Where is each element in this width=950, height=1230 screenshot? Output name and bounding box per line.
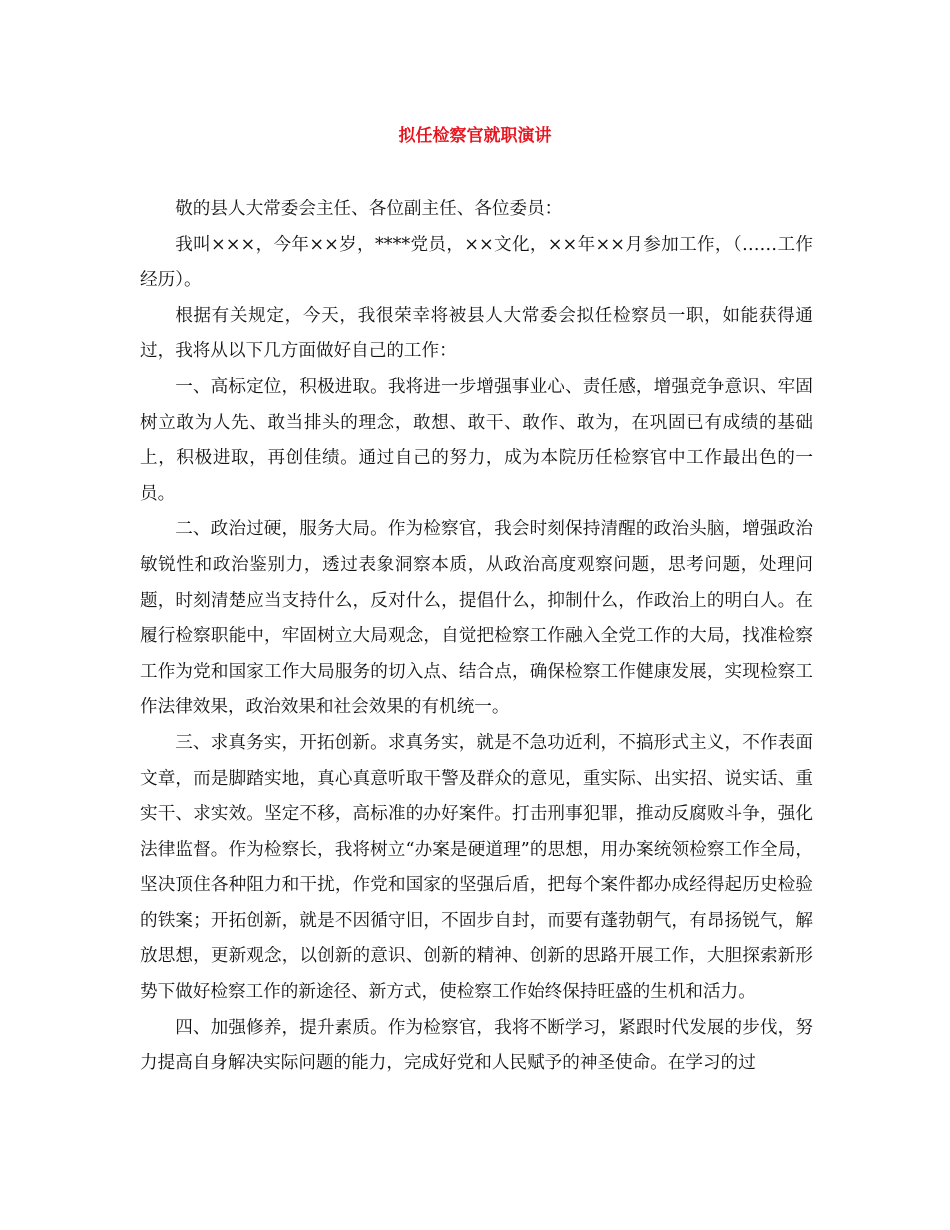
paragraph-point-one: 一、高标定位，积极进取。我将进一步增强事业心、责任感，增强竞争意识、牢固树立敢为人先、敢当排头的理念，敢想、敢干、敢作、敢为，在巩固已有成绩的基础上，积极进取，再创佳绩。通过自己的努力，成为本院历任检察官中工作最出色的一员。 bbox=[140, 376, 813, 504]
paragraph-salutation: 敬的县人大常委会主任、各位副主任、各位委员： bbox=[175, 199, 563, 219]
paragraph-point-two: 二、政治过硬，服务大局。作为检察官，我会时刻保持清醒的政治头脑，增强政治敏锐性和政治鉴别力，透过表象洞察本质，从政治高度观察问题，思考问题，处理问题，时刻清楚应当支持什么，反对什么，提倡什么，抑制什么，作政治上的明白人。在履行检察职能中，牢固树立大局观念，自觉把检察工作融入全党工作的大局，找准检察工作为党和国家工作大局服务的切入点、结合点，确保检察工作健康发展，实现检察工作法律效果，政治效果和社会效果的有机统一。 bbox=[140, 519, 813, 718]
document-body bbox=[140, 192, 813, 1082]
paragraph-opening: 根据有关规定，今天，我很荣幸将被县人大常委会拟任检察员一职，如能获得通过，我将从以下几方面做好自己的工作： bbox=[140, 305, 813, 362]
paragraph-self-introduction: 我叫×××，今年××岁，****党员，××文化，××年××月参加工作，（……工作经历）。 bbox=[140, 234, 813, 291]
paragraph-point-three: 三、求真务实，开拓创新。求真务实，就是不急功近利，不搞形式主义，不作表面文章，而是脚踏实地，真心真意听取干警及群众的意见，重实际、出实招、说实话、重实干、求实效。坚定不移，高标准的办好案件。打击刑事犯罪，推动反腐败斗争，强化法律监督。作为检察长，我将树立“办案是硬道理”的思想，用办案统领检察工作全局，坚决顶住各种阻力和干扰，作党和国家的坚强后盾，把每个案件都办成经得起历史检验的铁案；开拓创新，就是不因循守旧，不固步自封，而要有蓬勃朝气，有昂扬锐气，解放思想，更新观念，以创新的意识、创新的精神、创新的思路开展工作，大胆探索新形势下做好检察工作的新途径、新方式，使检察工作始终保持旺盛的生机和活力。 bbox=[140, 732, 813, 1003]
paragraph-point-four: 四、加强修养，提升素质。作为检察官，我将不断学习，紧跟时代发展的步伐，努力提高自身解决实际问题的能力，完成好党和人民赋予的神圣使命。在学习的过 bbox=[140, 1017, 813, 1074]
document-title: 拟任检察官就职演讲 bbox=[398, 126, 552, 146]
